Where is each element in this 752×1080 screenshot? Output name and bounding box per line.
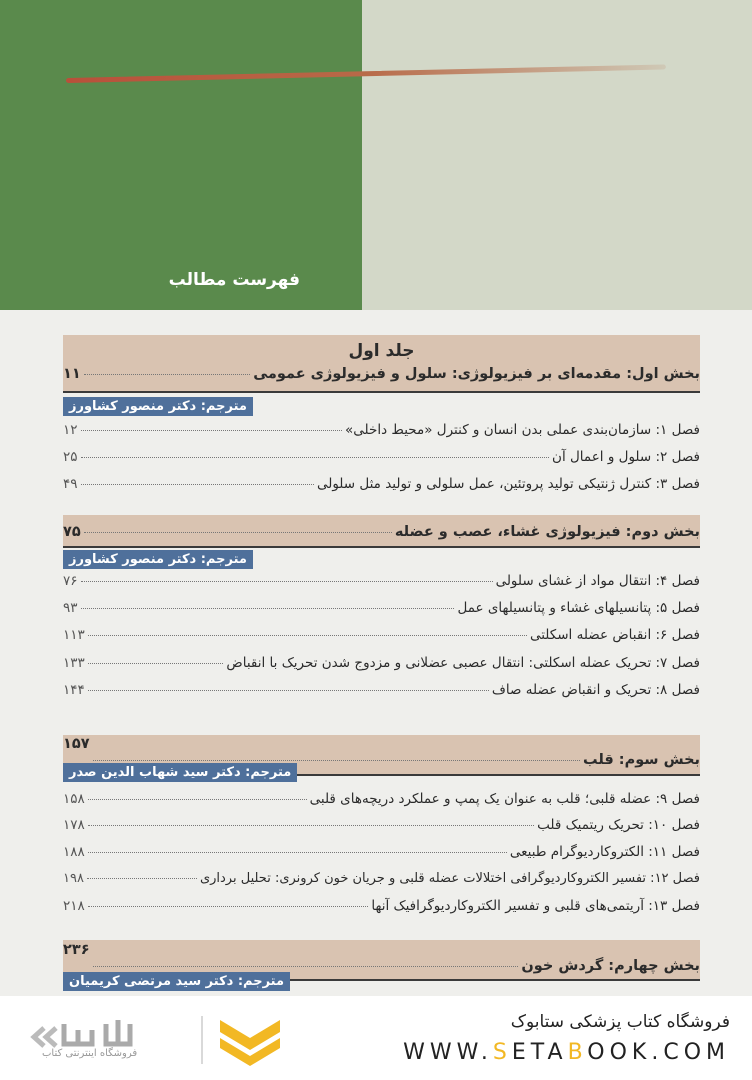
dot-leader [93,966,519,967]
chapter-row [63,476,700,492]
page-title: فهرست مطالب [168,270,300,290]
dot-leader [88,635,527,636]
chapter-row [63,600,700,616]
dot-leader [88,852,507,853]
chapter-title: فصل ۸: تحریک و انقباض عضله صاف [491,682,700,698]
setabook-logo-icon [30,1010,300,1068]
dot-leader [88,825,534,826]
chapter-title: فصل ۹: عضله قلبی؛ قلب به عنوان یک پمپ و عملکرد دریچه‌های قلبی [309,791,700,807]
chapter-page: ۲۵ [63,449,78,465]
section-title: بخش اول: مقدمه‌ای بر فیزیولوژی: سلول و فیزیولوژی عمومی [253,366,700,382]
chapter-page: ۱۱۳ [63,627,85,643]
dot-leader [88,690,489,691]
chapter-title: فصل ۲: سلول و اعمال آن [552,449,700,465]
chapter-row [63,627,700,643]
dot-leader [88,799,307,800]
chapter-title: فصل ۱: سازمان‌بندی عملی بدن انسان و کنترل «محیط داخلی» [345,422,700,438]
chapter-row [63,449,700,465]
url-part: OOK.COM [587,1040,730,1065]
dot-leader [88,663,224,664]
section-page: ۱۵۷ [63,736,90,752]
chapter-page: ۱۹۸ [63,871,84,886]
url-part: WWW. [403,1040,493,1065]
section-title: بخش دوم: فیزیولوژی غشاء، عصب و عضله [394,524,700,540]
header-sage-panel [362,0,752,310]
chapter-row [63,573,700,589]
translator-tag: مترجم: دکتر منصور کشاورز [63,397,253,416]
translator-tag: مترجم: دکتر منصور کشاورز [63,550,253,569]
section-page: ۲۳۶ [63,942,90,958]
chapter-title: فصل ۴: انتقال مواد از غشای سلولی [495,573,700,589]
store-url[interactable] [403,1040,730,1065]
chapter-page: ۱۸۸ [63,844,85,860]
translator-tag: مترجم: دکتر سید مرتضی کریمیان [63,972,290,991]
chapter-row [63,817,700,833]
chapter-page: ۹۳ [63,600,78,616]
dot-leader [88,906,369,907]
chapter-page: ۲۱۸ [63,898,85,914]
url-part-accent: B [567,1040,588,1065]
chapter-title: فصل ۱۲: تفسیر الکتروکاردیوگرافی اختلالات عضله قلبی و جریان خون کرونری: تحلیل برداری [199,871,700,886]
chapter-title: فصل ۷: تحریک عضله اسکلتی: انتقال عصبی عضلانی و مزدوج شدن تحریک با انقباض [226,655,700,671]
chapter-title: فصل ۱۳: آریتمی‌های قلبی و تفسیر الکتروکاردیوگرافیک آنها [371,898,700,914]
chapter-page: ۴۹ [63,476,78,492]
chapter-row [63,844,700,860]
dot-leader [93,760,580,761]
chapter-page: ۱۴۴ [63,682,85,698]
section-page: ۷۵ [63,524,81,540]
chapter-row [63,655,700,671]
dot-leader [84,374,251,375]
volume-title: جلد اول [348,341,415,361]
chapter-title: فصل ۳: کنترل ژنتیکی تولید پروتئین، عمل سلولی و تولید مثل سلولی [316,476,700,492]
store-name: فروشگاه کتاب پزشکی ستابوک [510,1012,730,1032]
section-row [63,524,700,540]
section-band [63,335,700,393]
logo-subtitle: فروشگاه اینترنتی کتاب [42,1048,138,1059]
dot-leader [84,532,392,533]
chapter-page: ۱۷۸ [63,817,85,833]
chapter-title: فصل ۱۱: الکتروکاردیوگرام طبیعی [509,844,700,860]
url-part: ETA [511,1040,568,1065]
chapter-row [63,682,700,698]
chapter-title: فصل ۵: پتانسیلهای غشاء و پتانسیلهای عمل [457,600,700,616]
chapter-page: ۱۵۸ [63,791,85,807]
dot-leader [81,581,493,582]
chapter-row [63,791,700,807]
dot-leader [87,878,197,879]
dot-leader [81,608,455,609]
section-title: بخش چهارم: گردش خون [521,958,700,974]
chapter-page: ۱۲ [63,422,78,438]
chapter-row [63,898,700,914]
translator-tag: مترجم: دکتر سید شهاب الدین صدر [63,763,297,782]
chapter-row [63,422,700,438]
chapter-row [63,871,700,886]
dot-leader [81,484,314,485]
footer-banner [0,996,752,1080]
header-green-panel [0,0,362,310]
section-title: بخش سوم: قلب [582,752,700,768]
chapter-title: فصل ۶: انقباض عضله اسکلتی [529,627,700,643]
chapter-page: ۱۳۳ [63,655,85,671]
chapter-page: ۷۶ [63,573,78,589]
dot-leader [81,430,343,431]
section-page: ۱۱ [63,366,81,382]
section-row [63,366,700,382]
dot-leader [81,457,550,458]
url-part-accent: S [492,1040,512,1065]
chapter-title: فصل ۱۰: تحریک ریتمیک قلب [537,817,700,833]
